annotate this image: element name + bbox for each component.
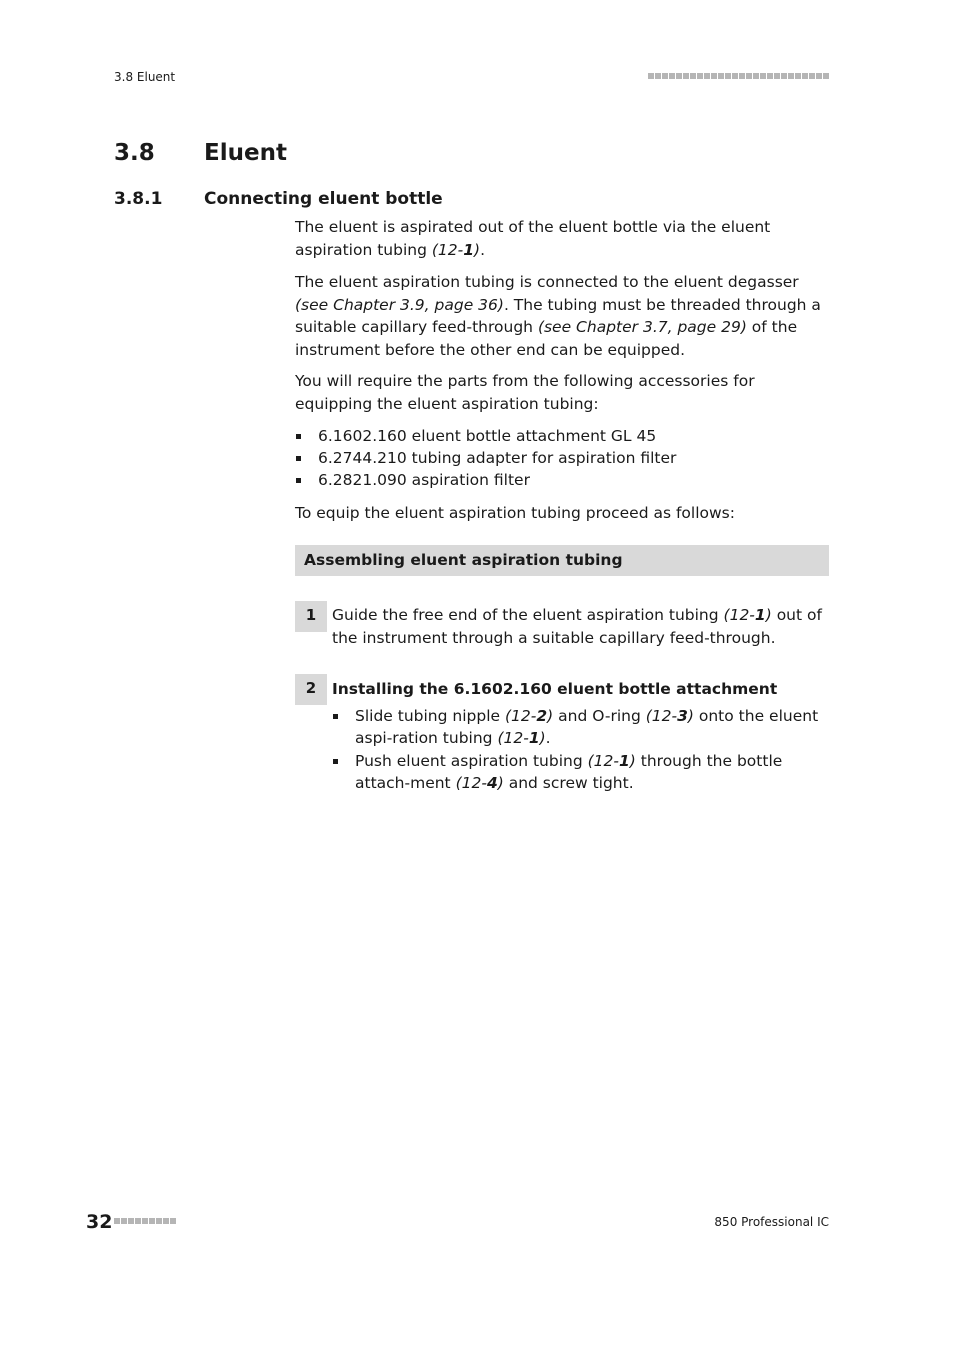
paragraph-text: The eluent is aspirated out of the eluent bottle via the eluent aspiration tubing (295, 218, 771, 259)
step-2-title: Installing the 6.1602.160 eluent bottle attachment (332, 680, 778, 698)
list-item: 6.1602.160 eluent bottle attachment GL 45 (295, 425, 829, 447)
figure-reference: (12-1) (431, 240, 481, 259)
paragraph-text: of the instrument before the other end can be equipped. (295, 318, 798, 359)
paragraph-text: . (480, 240, 486, 259)
chapter-link-degasser[interactable]: (see Chapter 3.9, page 36) (295, 295, 504, 314)
section-title: Eluent (204, 140, 287, 166)
paragraph-text: The eluent aspiration tubing is connected to the eluent degasser (295, 273, 799, 291)
chapter-link-feed-through[interactable]: (see Chapter 3.7, page 29) (537, 318, 747, 336)
list-item: Push eluent aspiration tubing (12-1) through the bottle attach-ment (12-4) and screw tight. (332, 750, 829, 794)
paragraph-accessories: You will require the parts from the following accessories for equipping the eluent aspiration tubing: (295, 372, 755, 413)
page-number: 32 (86, 1211, 113, 1233)
procedure-title: Assembling eluent aspiration tubing (295, 545, 829, 576)
list-item: 6.2821.090 aspiration filter (295, 469, 829, 491)
list-item: Slide tubing nipple (12-2) and O-ring (12-3) onto the eluent aspi-ration tubing (12-1). (332, 705, 829, 749)
paragraph-text: . The tubing must be threaded through a suitable capillary feed-through (295, 295, 821, 336)
section-number: 3.8 (114, 140, 155, 166)
footer-decorative-dots (114, 1218, 176, 1224)
paragraph-intro (295, 216, 829, 261)
paragraph-proceed: To equip the eluent aspiration tubing proceed as follows: (295, 504, 735, 522)
step-number: 2 (295, 674, 327, 705)
subsection-title: Connecting eluent bottle (204, 189, 443, 209)
section-heading (114, 140, 287, 166)
figure-reference: (12-1) (723, 606, 772, 624)
list-item: 6.2744.210 tubing adapter for aspiration filter (295, 447, 829, 469)
paragraph-connection (295, 271, 829, 361)
header-decorative-dots (648, 73, 829, 79)
accessories-list (295, 425, 829, 491)
step-number: 1 (295, 601, 327, 632)
running-header-section: 3.8 Eluent (114, 70, 176, 84)
footer-product-name: 850 Professional IC (714, 1215, 829, 1229)
subsection-number: 3.8.1 (114, 189, 163, 209)
step-1-text: Guide the free end of the eluent aspiration tubing (12-1) out of the instrument through a suitable capillary feed-through. (332, 606, 822, 647)
step-2 (332, 678, 829, 794)
subsection-heading (114, 189, 443, 209)
